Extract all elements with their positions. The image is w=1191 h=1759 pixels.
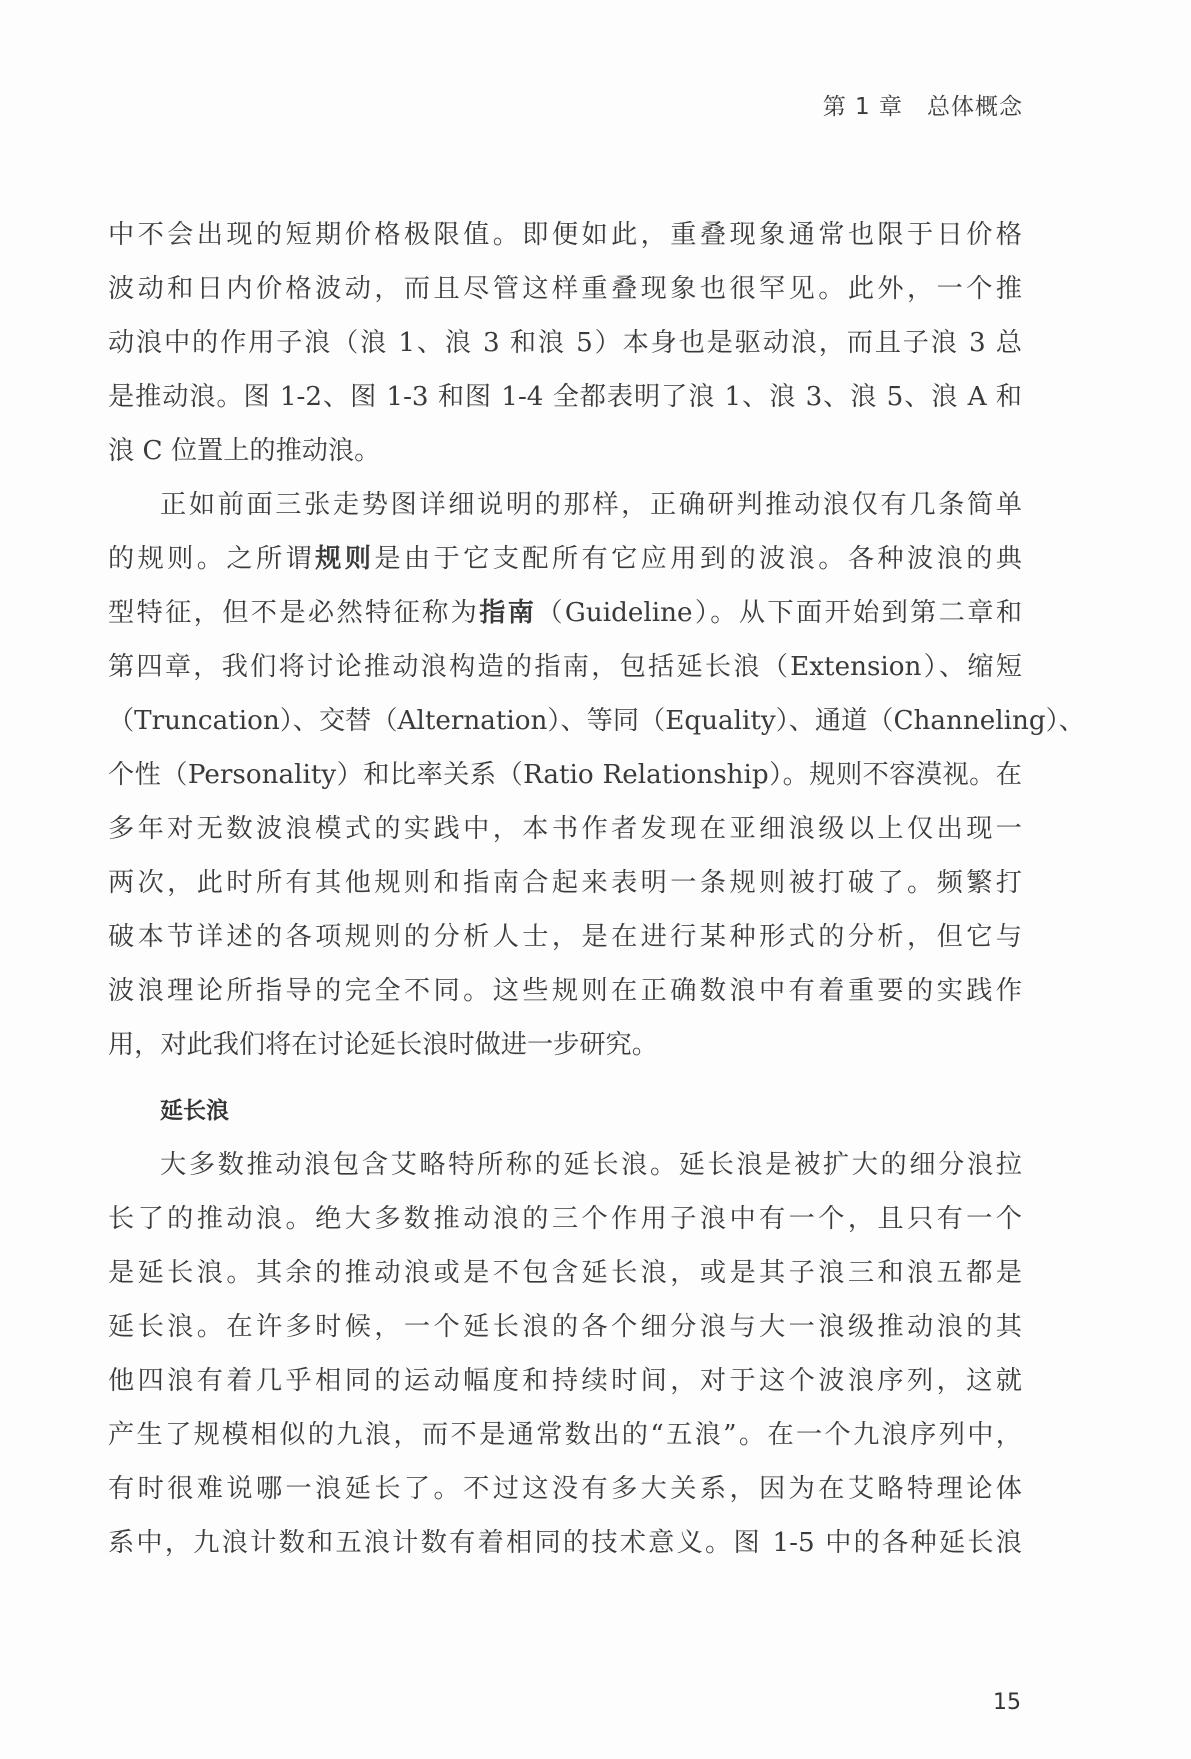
text-line: 是推动浪。图 1-2、图 1-3 和图 1-4 全都表明了浪 1、浪 3、浪 5、浪 A 和 — [108, 382, 1022, 412]
text-segment: 的规则。之所谓 — [108, 544, 316, 574]
text-line: 破本节详述的各项规则的分析人士，是在进行某种形式的分析，但它与 — [108, 922, 1022, 952]
term-rule: 规则 — [315, 544, 375, 574]
section-heading: 延长浪 — [160, 1098, 229, 1124]
running-header: 第 1 章 总体概念 — [822, 94, 1023, 120]
text-line: 他四浪有着几乎相同的运动幅度和持续时间，对于这个波浪序列，这就 — [108, 1366, 1022, 1396]
text-line: 波浪理论所指导的完全不同。这些规则在正确数浪中有着重要的实践作 — [108, 976, 1022, 1006]
text-line: 延长浪。在许多时候，一个延长浪的各个细分浪与大一浪级推动浪的其 — [108, 1312, 1022, 1342]
page-number: 15 — [993, 1690, 1021, 1715]
text-line: （Truncation）、交替（Alternation）、等同（Equality）、通道（Channeling）、 — [108, 706, 1085, 736]
text-line: 用，对此我们将在讨论延长浪时做进一步研究。 — [108, 1030, 658, 1060]
text-line: 动浪中的作用子浪（浪 1、浪 3 和浪 5）本身也是驱动浪，而且子浪 3 总 — [108, 328, 1022, 358]
text-line: 是延长浪。其余的推动浪或是不包含延长浪，或是其子浪三和浪五都是 — [108, 1258, 1022, 1288]
text-line: 第四章，我们将讨论推动浪构造的指南，包括延长浪（Extension）、缩短 — [108, 652, 1022, 682]
text-line: 大多数推动浪包含艾略特所称的延长浪。延长浪是被扩大的细分浪拉 — [160, 1150, 1022, 1180]
paragraph-extensions — [108, 1138, 1022, 1570]
text-line: 有时很难说哪一浪延长了。不过这没有多大关系，因为在艾略特理论体 — [108, 1474, 1022, 1504]
text-line — [108, 586, 1022, 640]
term-guideline: 指南 — [479, 598, 537, 628]
text-line: 波动和日内价格波动，而且尽管这样重叠现象也很罕见。此外，一个推 — [108, 274, 1022, 304]
text-line: 长了的推动浪。绝大多数推动浪的三个作用子浪中有一个，且只有一个 — [108, 1204, 1022, 1234]
paragraph-continuation — [108, 208, 1022, 478]
text-line: 产生了规模相似的九浪，而不是通常数出的“五浪”。在一个九浪序列中， — [108, 1420, 1022, 1450]
text-line: 浪 C 位置上的推动浪。 — [108, 436, 381, 466]
paragraph-rules — [108, 478, 1085, 1072]
text-line: 两次，此时所有其他规则和指南合起来表明一条规则被打破了。频繁打 — [108, 868, 1022, 898]
text-line: 个性（Personality）和比率关系（Ratio Relationship）。规则不容漠视。在 — [108, 760, 1022, 790]
text-segment: 型特征，但不是必然特征称为 — [108, 598, 480, 628]
text-line: 中不会出现的短期价格极限值。即便如此，重叠现象通常也限于日价格 — [108, 220, 1022, 250]
text-line: 系中，九浪计数和五浪计数有着相同的技术意义。图 1-5 中的各种延长浪 — [108, 1528, 1022, 1558]
text-line — [108, 532, 1022, 586]
text-line: 多年对无数波浪模式的实践中，本书作者发现在亚细浪级以上仅出现一 — [108, 814, 1022, 844]
text-segment: 是由于它支配所有它应用到的波浪。各种波浪的典 — [374, 544, 1022, 574]
text-segment: （Guideline）。从下面开始到第二章和 — [536, 598, 1023, 628]
text-line: 正如前面三张走势图详细说明的那样，正确研判推动浪仅有几条简单 — [160, 490, 1022, 520]
body-text — [108, 208, 1085, 1570]
